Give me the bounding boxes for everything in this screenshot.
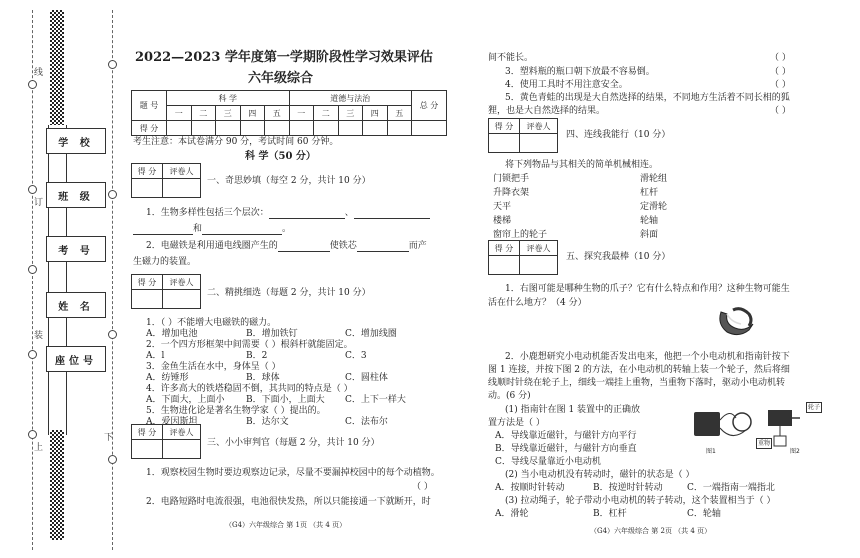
question: 3．塑料瓶的瓶口朝下放最不容易倒。 xyxy=(505,67,655,77)
score-box: 得 分 评卷人 xyxy=(131,163,201,198)
match-target: 轮轴 xyxy=(640,216,659,226)
question: 狸，也是大自然选择的结果。 xyxy=(488,106,606,116)
question: 3．金鱼生活在水中，身体呈（ ） xyxy=(146,362,281,372)
option: B．2 xyxy=(246,351,268,361)
page-title: 2022—2023 学年度第一学期阶段性学习效果评估 xyxy=(135,50,433,65)
score-box: 得 分 评卷人 xyxy=(488,118,558,153)
option: A．l xyxy=(146,351,165,361)
question: 4．许多高大的铁塔稳固不倒，其共同的特点是（ ） xyxy=(146,384,353,394)
score-table: 题 号 科 学 道德与法治 总 分 一 二 三 四 五 一 二 三 四 五 得 分 xyxy=(131,90,447,136)
option: A．滑轮 xyxy=(495,509,529,519)
binding-pattern-bottom xyxy=(50,430,64,540)
mark-xia: 下 xyxy=(104,433,114,443)
answer-paren: （ ） xyxy=(770,67,791,77)
seat-number-field[interactable]: 座位号 xyxy=(46,346,106,372)
mark-zhuang: 装 xyxy=(34,331,44,341)
question: 1．生物多样性包括三个层次： 、 xyxy=(146,208,430,219)
name-field[interactable]: 姓 名 xyxy=(46,292,106,318)
question: 2．一个四方形框架中间需要（ ）根斜杆就能固定。 xyxy=(146,340,353,350)
option: B．杠杆 xyxy=(593,509,627,519)
cut-line xyxy=(32,10,33,550)
figure-1-label: 图1 xyxy=(706,448,716,455)
section-5-title: 五、探究我最棒（10 分） xyxy=(566,252,671,262)
answer-paren: （ ） xyxy=(412,482,433,492)
option: A．按顺时针转动 xyxy=(495,483,565,493)
science-heading: 科 学（50 分） xyxy=(245,151,316,162)
option: C．轮轴 xyxy=(687,509,721,519)
question: 线顺时针绕在轮子上，细线一端挂上重物，当重物下落时，驱动小电动机转 xyxy=(488,378,786,388)
match-item: 天平 xyxy=(493,202,512,212)
weight-label: 重物 xyxy=(758,440,771,447)
question: 2．小鹿想研究小电动机能否发出电来，他把一个小电动机和指南针按下 xyxy=(505,352,790,362)
match-target: 斜面 xyxy=(640,230,659,240)
option: C．圆柱体 xyxy=(345,373,388,383)
claw-image xyxy=(715,302,757,338)
mark-ding: 订 xyxy=(34,198,44,208)
question: 生磁力的装置。 xyxy=(133,257,197,267)
section-3-title: 三、小小审判官（每题 2 分，共计 10 分） xyxy=(207,438,380,448)
sub-question: (2) 当小电动机没有转动时，磁针的状态是（ ） xyxy=(505,470,695,480)
question: 5．黄色青蛙的出现是大自然选择的结果，不同地方生活着不同长相的狐 xyxy=(505,93,790,103)
option: B．按逆时针转动 xyxy=(593,483,663,493)
school-field[interactable]: 学 校 xyxy=(46,128,106,154)
match-target: 杠杆 xyxy=(640,188,659,198)
option: B．球体 xyxy=(246,373,280,383)
option: C．增加线圈 xyxy=(345,329,397,339)
section-4-intro: 将下列物品与其相关的简单机械相连。 xyxy=(505,160,659,170)
option: C．一端指南一端指北 xyxy=(687,483,775,493)
match-item: 窗帘上的轮子 xyxy=(493,230,548,240)
option: B．增加铁钉 xyxy=(246,329,298,339)
mark-xian: 线 xyxy=(34,68,44,78)
binding-line xyxy=(48,125,49,435)
exam-note: 考生注意：本试卷满分 90 分，考试时间 60 分钟。 xyxy=(133,137,339,147)
match-item: 门锁把手 xyxy=(493,174,530,184)
sub-question: 置方法是（ ） xyxy=(488,418,545,428)
option: B．导线靠近磁针，与磁针方向垂直 xyxy=(495,444,637,454)
exam-number-field[interactable]: 考 号 xyxy=(46,236,106,262)
option: B．达尔文 xyxy=(246,417,289,427)
page-footer: （G4）六年级综合 第 1页 （共 4 页） xyxy=(225,521,347,529)
option: A．增加电池 xyxy=(146,329,198,339)
question: 4．使用工具时不用注意安全。 xyxy=(505,80,628,90)
section-2-title: 二、精挑细选（每题 2 分，共计 10 分） xyxy=(207,288,371,298)
question: 动。(6 分) xyxy=(488,391,531,401)
score-box: 得 分 评卷人 xyxy=(131,424,201,459)
match-item: 楼梯 xyxy=(493,216,512,226)
motor-icon xyxy=(768,410,792,426)
figure-2-label: 图2 xyxy=(790,448,800,455)
match-item: 升降衣架 xyxy=(493,188,530,198)
option: C．法布尔 xyxy=(345,417,388,427)
binding-pattern xyxy=(50,10,64,125)
answer-paren: （ ） xyxy=(770,80,791,90)
sub-question: (3) 拉动绳子，轮子带动小电动机的转子转动，这个装置相当于（ ） xyxy=(505,496,776,506)
cut-line xyxy=(112,10,113,550)
section-1-title: 一、奇思妙填（每空 2 分，共计 10 分） xyxy=(207,176,371,186)
mark-shang: 上 xyxy=(34,443,44,453)
question-cont: 间不能长。 xyxy=(488,53,534,63)
score-box: 得 分 评卷人 xyxy=(131,274,201,309)
option: A．纺锤形 xyxy=(146,373,189,383)
binding-line xyxy=(66,125,67,435)
wheel-label: 轮子 xyxy=(808,404,821,411)
option: C．上下一样大 xyxy=(345,395,406,405)
match-target: 定滑轮 xyxy=(640,202,668,212)
question: 图 1 连接，并按下图 2 的方法，在小电动机的转轴上装一个轮子，然后将细 xyxy=(488,365,790,375)
question: 2．电磁铁是利用通电线圈产生的 使铁芯 而产 xyxy=(146,241,427,251)
question: 和 。 xyxy=(133,224,291,235)
question: 1．观察校园生物时要边观察边记录，尽量不要漏掉校园中的每个动植物。 xyxy=(146,468,440,478)
question: 1．右图可能是哪种生物的爪子？它有什么特点和作用？这种生物可能生 xyxy=(505,284,790,294)
class-field[interactable]: 班 级 xyxy=(46,182,106,208)
page-subtitle: 六年级综合 xyxy=(248,71,314,86)
sub-question: (1) 指南针在图 1 装置中的正确放 xyxy=(505,405,641,415)
option: B．下面小，上面大 xyxy=(246,395,325,405)
section-4-title: 四、连线我能行（10 分） xyxy=(566,130,671,140)
option: A．下面大，上面小 xyxy=(146,395,225,405)
question: 2．电路短路时电流很强，电池很快发热，所以只能接通一下就断开，时 xyxy=(146,497,431,507)
option: A．爱因斯坦 xyxy=(146,417,198,427)
question: 5．生物进化论是著名生物学家（ ）提出的。 xyxy=(146,406,326,416)
answer-paren: （ ） xyxy=(770,106,791,116)
question: 活在什么地方？（4 分） xyxy=(488,298,587,308)
score-box: 得 分 评卷人 xyxy=(488,240,558,275)
binding-strip xyxy=(0,0,118,558)
option: A．导线靠近磁针，与磁针方向平行 xyxy=(495,431,637,441)
page-footer: （G4）六年级综合 第 2页 （共 4 页） xyxy=(590,527,712,535)
answer-paren: （ ） xyxy=(770,53,791,63)
question: 1．（ ）不能增大电磁铁的磁力。 xyxy=(146,318,277,328)
motor-icon xyxy=(694,412,720,436)
compass-icon xyxy=(733,413,751,431)
option: C．3 xyxy=(345,351,367,361)
match-target: 滑轮组 xyxy=(640,174,668,184)
option: C．导线尽量靠近小电动机 xyxy=(495,457,601,467)
